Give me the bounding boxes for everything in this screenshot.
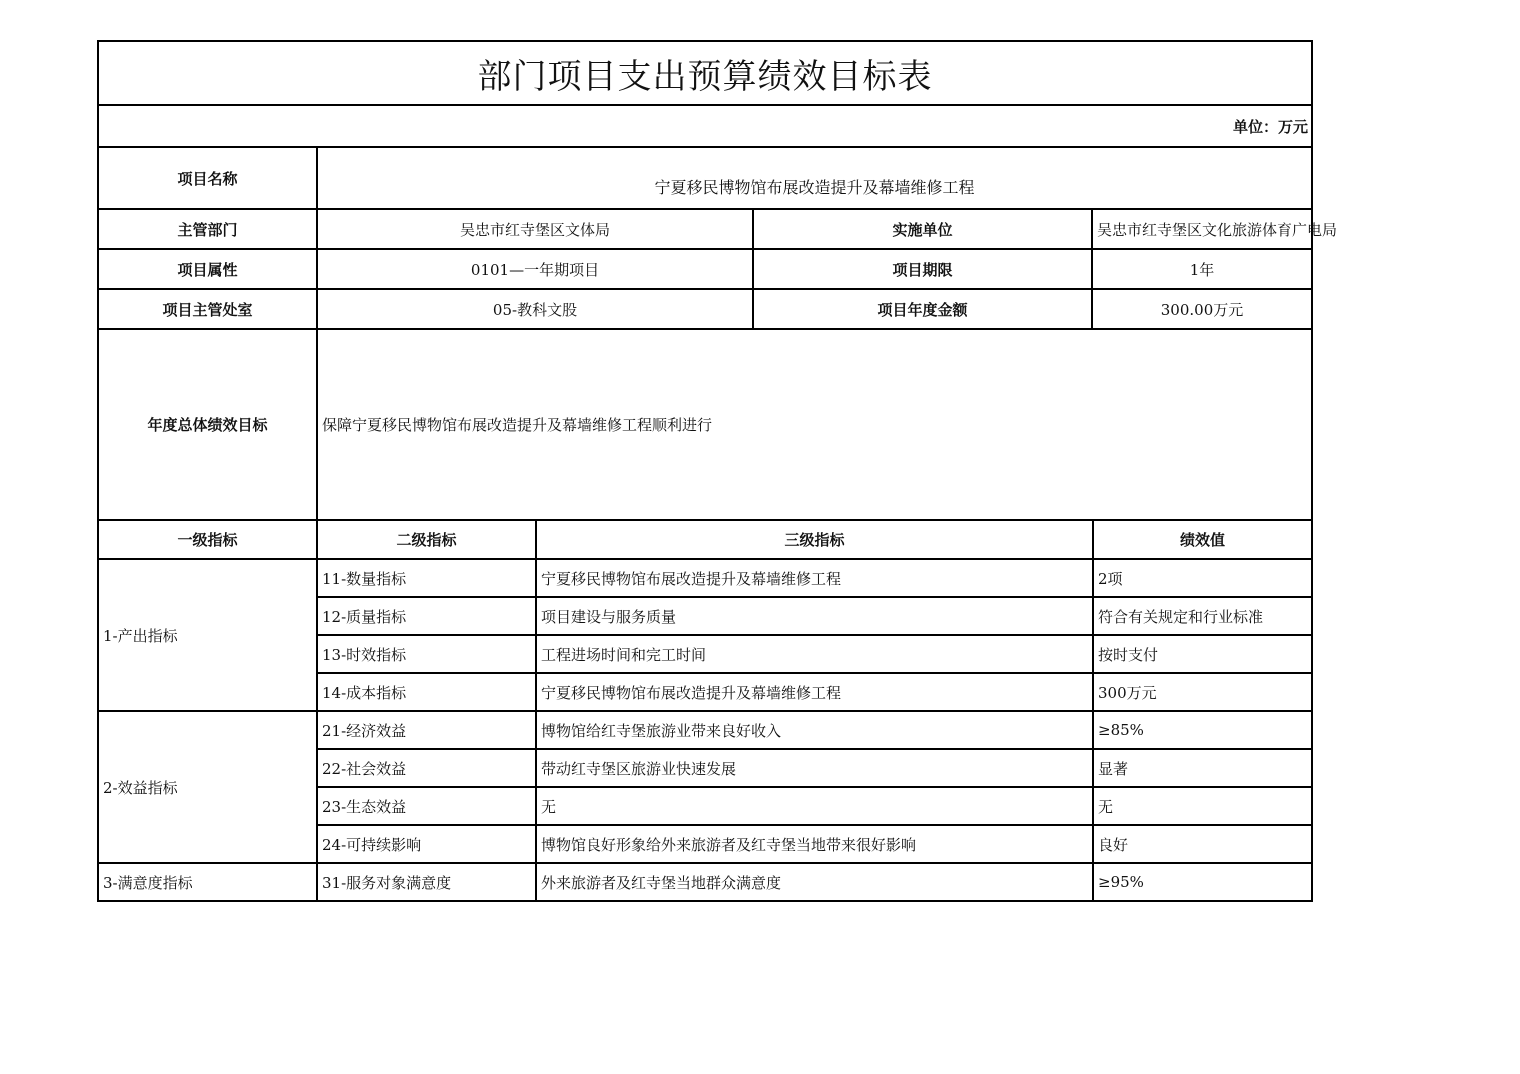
dept-label: 主管部门 [98, 209, 317, 249]
header-level1: 一级指标 [98, 520, 317, 559]
office-label: 项目主管处室 [98, 289, 317, 329]
value-cell: 显著 [1093, 749, 1312, 787]
table-row [98, 559, 1312, 597]
value-cell: 符合有关规定和行业标准 [1093, 597, 1312, 635]
dept-value: 吴忠市红寺堡区文体局 [317, 209, 753, 249]
level3-cell: 宁夏移民博物馆布展改造提升及幕墙维修工程 [536, 673, 1093, 711]
header-level2: 二级指标 [317, 520, 536, 559]
value-cell: 2项 [1093, 559, 1312, 597]
value-cell: 300万元 [1093, 673, 1312, 711]
level3-cell: 宁夏移民博物馆布展改造提升及幕墙维修工程 [536, 559, 1093, 597]
value-cell: ≥85% [1093, 711, 1312, 749]
level1-satisfaction: 3-满意度指标 [98, 863, 317, 901]
performance-target-sheet [97, 40, 1338, 902]
project-name-label: 项目名称 [98, 147, 317, 209]
level2-cell: 22-社会效益 [317, 749, 536, 787]
goal-value: 保障宁夏移民博物馆布展改造提升及幕墙维修工程顺利进行 [317, 329, 1312, 520]
value-cell: 按时支付 [1093, 635, 1312, 673]
level2-cell: 23-生态效益 [317, 787, 536, 825]
level3-cell: 无 [536, 787, 1093, 825]
level2-cell: 13-时效指标 [317, 635, 536, 673]
level3-cell: 带动红寺堡区旅游业快速发展 [536, 749, 1093, 787]
table-row [98, 863, 1312, 901]
level1-benefit: 2-效益指标 [98, 711, 317, 863]
value-cell: 良好 [1093, 825, 1312, 863]
indicator-table [97, 519, 1313, 902]
unit-label: 单位：万元 [98, 105, 1312, 147]
office-value: 05-教科文股 [317, 289, 753, 329]
table-row [98, 711, 1312, 749]
level3-cell: 博物馆给红寺堡旅游业带来良好收入 [536, 711, 1093, 749]
level2-cell: 21-经济效益 [317, 711, 536, 749]
amount-label: 项目年度金额 [753, 289, 1092, 329]
value-cell: 无 [1093, 787, 1312, 825]
goal-label: 年度总体绩效目标 [98, 329, 317, 520]
period-label: 项目期限 [753, 249, 1092, 289]
level3-cell: 外来旅游者及红寺堡当地群众满意度 [536, 863, 1093, 901]
period-value: 1年 [1092, 249, 1312, 289]
level2-cell: 12-质量指标 [317, 597, 536, 635]
amount-value: 300.00万元 [1092, 289, 1312, 329]
level1-output: 1-产出指标 [98, 559, 317, 711]
level2-cell: 14-成本指标 [317, 673, 536, 711]
attr-label: 项目属性 [98, 249, 317, 289]
impl-label: 实施单位 [753, 209, 1092, 249]
budget-performance-table [97, 40, 1338, 521]
header-level3: 三级指标 [536, 520, 1093, 559]
attr-value: 0101—一年期项目 [317, 249, 753, 289]
value-cell: ≥95% [1093, 863, 1312, 901]
level2-cell: 24-可持续影响 [317, 825, 536, 863]
page-title: 部门项目支出预算绩效目标表 [98, 41, 1312, 105]
level2-cell: 11-数量指标 [317, 559, 536, 597]
level2-cell: 31-服务对象满意度 [317, 863, 536, 901]
impl-value: 吴忠市红寺堡区文化旅游体育广电局 [1092, 209, 1312, 249]
project-name-value: 宁夏移民博物馆布展改造提升及幕墙维修工程 [317, 147, 1312, 209]
level3-cell: 博物馆良好形象给外来旅游者及红寺堡当地带来很好影响 [536, 825, 1093, 863]
level3-cell: 项目建设与服务质量 [536, 597, 1093, 635]
level3-cell: 工程进场时间和完工时间 [536, 635, 1093, 673]
header-value: 绩效值 [1093, 520, 1312, 559]
